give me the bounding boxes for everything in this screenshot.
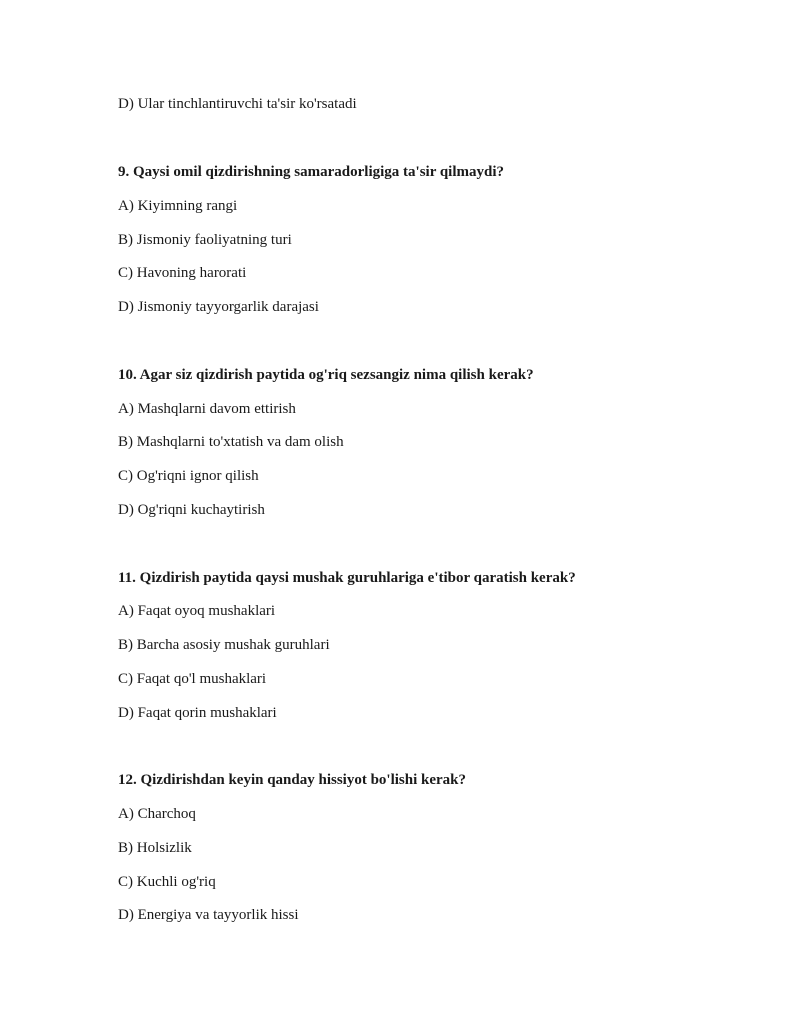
answer-option: D) Og'riqni kuchaytirish: [118, 502, 265, 518]
question-title: 12. Qizdirishdan keyin qanday hissiyot bo'lishi kerak?: [118, 772, 467, 788]
answer-option: A) Kiyimning rangi: [118, 198, 238, 214]
question-title: 11. Qizdirish paytida qaysi mushak guruhlariga e'tibor qaratish kerak?: [118, 570, 576, 586]
answer-option: D) Energiya va tayyorlik hissi: [118, 907, 299, 923]
answer-option: D) Ular tinchlantiruvchi ta'sir ko'rsatadi: [118, 96, 357, 112]
question-title: 10. Agar siz qizdirish paytida og'riq sezsangiz nima qilish kerak?: [118, 367, 534, 383]
answer-option: C) Faqat qo'l mushaklari: [118, 671, 267, 687]
answer-option: B) Barcha asosiy mushak guruhlari: [118, 637, 330, 653]
answer-option: C) Havoning harorati: [118, 265, 247, 281]
answer-option: D) Faqat qorin mushaklari: [118, 705, 277, 721]
answer-option: B) Holsizlik: [118, 840, 192, 856]
answer-option: D) Jismoniy tayyorgarlik darajasi: [118, 299, 319, 315]
answer-option: A) Mashqlarni davom ettirish: [118, 401, 296, 417]
answer-option: A) Faqat oyoq mushaklari: [118, 603, 276, 619]
answer-option: B) Mashqlarni to'xtatish va dam olish: [118, 434, 344, 450]
document-page: [118, 0, 758, 1035]
answer-option: A) Charchoq: [118, 806, 196, 822]
answer-option: C) Og'riqni ignor qilish: [118, 468, 259, 484]
answer-option: B) Jismoniy faoliyatning turi: [118, 232, 292, 248]
answer-option: C) Kuchli og'riq: [118, 874, 216, 890]
question-title: 9. Qaysi omil qizdirishning samaradorligiga ta'sir qilmaydi?: [118, 164, 505, 180]
